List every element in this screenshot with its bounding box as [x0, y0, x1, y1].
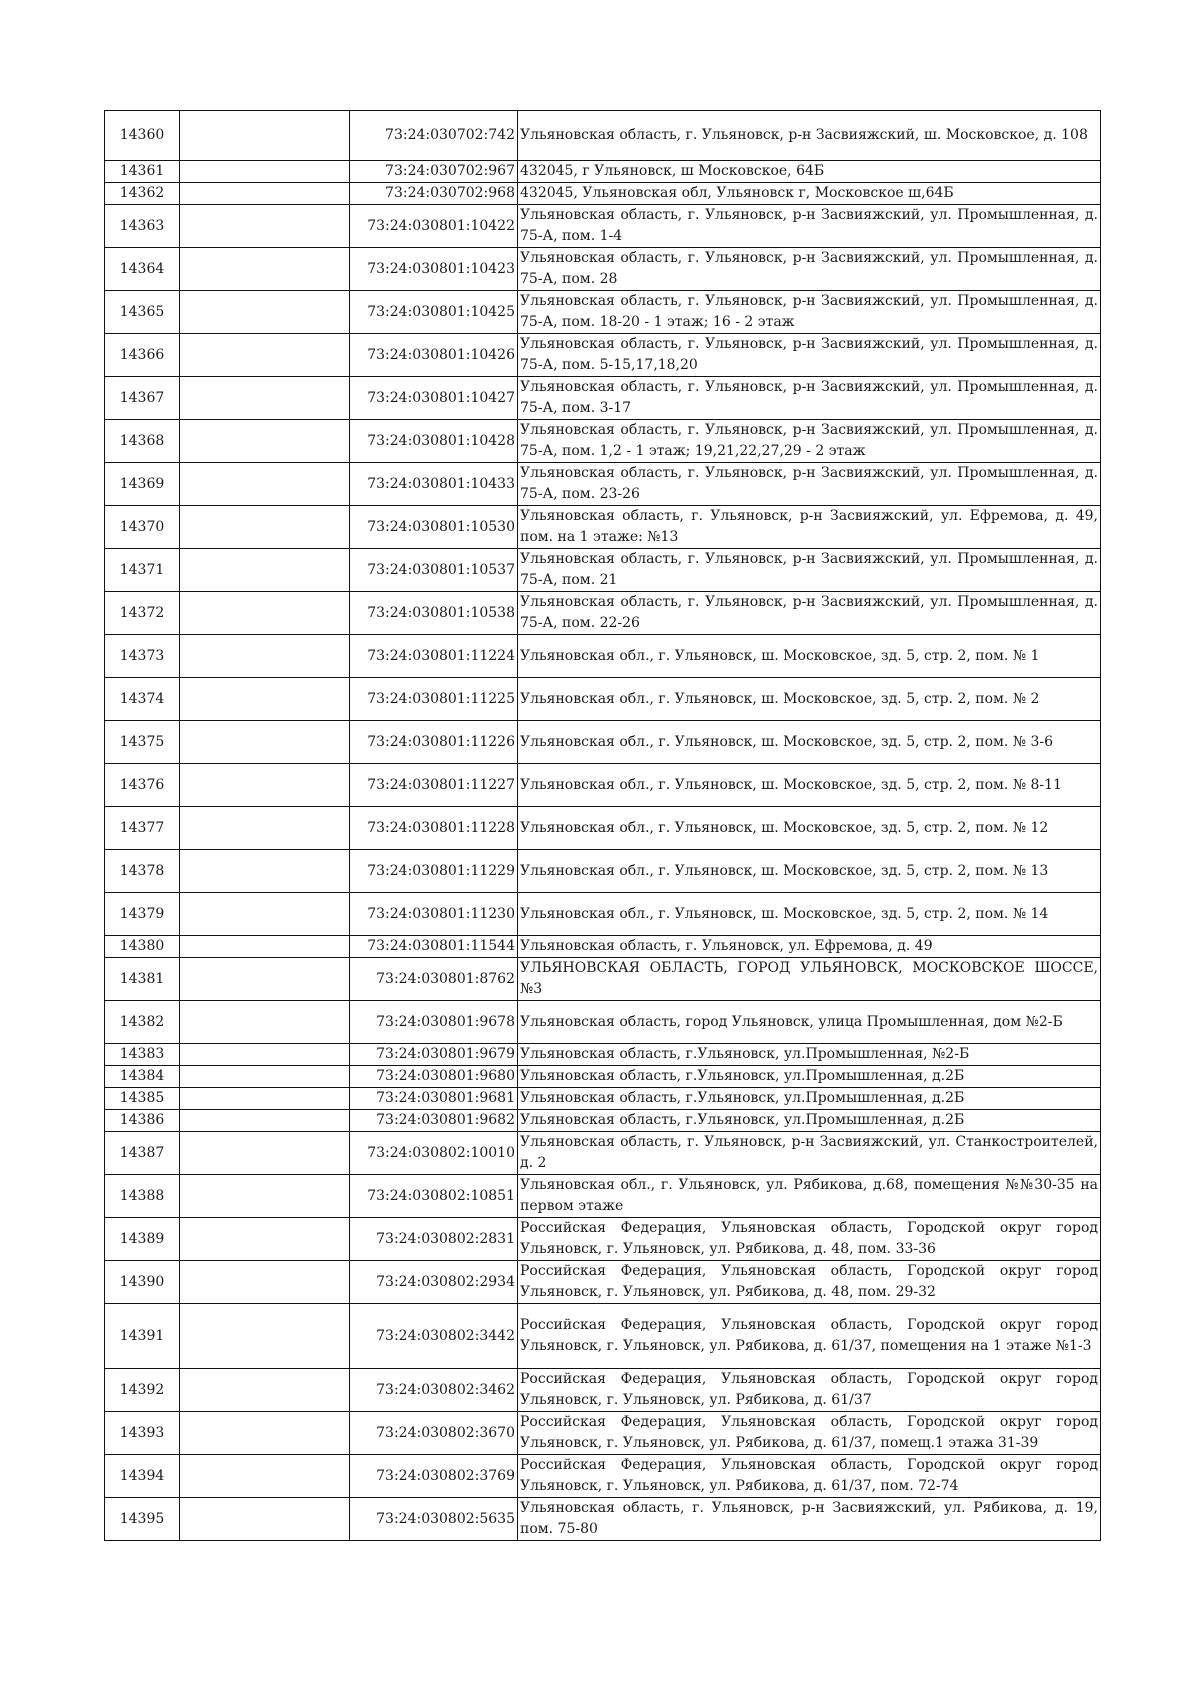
address-cell: Ульяновская область, г.Ульяновск, ул.Промышленная, д.2Б: [518, 1110, 1101, 1132]
row-number-cell: 14381: [105, 958, 180, 1001]
address-cell: Ульяновская обл., г. Ульяновск, ш. Московское, зд. 5, стр. 2, пом. № 13: [518, 850, 1101, 893]
cadastral-number-cell: 73:24:030702:742: [350, 111, 518, 161]
table-row: [105, 958, 1101, 1001]
cadastral-number-cell: 73:24:030801:10538: [350, 592, 518, 635]
cadastral-number-cell: 73:24:030801:9678: [350, 1001, 518, 1044]
row-number-cell: 14384: [105, 1066, 180, 1088]
table-row: [105, 506, 1101, 549]
row-number-cell: 14367: [105, 377, 180, 420]
address-cell: Российская Федерация, Ульяновская область, Городской округ город Ульяновск, г. Ульяновск, ул. Рябикова, д. 48, пом. 33-36: [518, 1218, 1101, 1261]
address-cell: Ульяновская обл., г. Ульяновск, ул. Рябикова, д.68, помещения №№30-35 на первом этаже: [518, 1175, 1101, 1218]
row-number-cell: 14391: [105, 1304, 180, 1369]
cadastral-number-cell: 73:24:030802:5635: [350, 1498, 518, 1541]
empty-cell: [180, 291, 350, 334]
address-cell: Ульяновская область, г. Ульяновск, р-н Засвияжский, ул. Промышленная, д. 75-А, пом. 28: [518, 248, 1101, 291]
address-cell: Ульяновская обл., г. Ульяновск, ш. Московское, зд. 5, стр. 2, пом. № 14: [518, 893, 1101, 936]
address-cell: Ульяновская область, г.Ульяновск, ул.Промышленная, д.2Б: [518, 1088, 1101, 1110]
cadastral-number-cell: 73:24:030801:10427: [350, 377, 518, 420]
cadastral-number-cell: 73:24:030801:11226: [350, 721, 518, 764]
row-number-cell: 14363: [105, 205, 180, 248]
table-row: [105, 1110, 1101, 1132]
table-row: [105, 893, 1101, 936]
address-cell: Ульяновская область, город Ульяновск, улица Промышленная, дом №2-Б: [518, 1001, 1101, 1044]
table-row: [105, 161, 1101, 183]
cadastral-number-cell: 73:24:030801:11227: [350, 764, 518, 807]
empty-cell: [180, 1412, 350, 1455]
empty-cell: [180, 111, 350, 161]
row-number-cell: 14374: [105, 678, 180, 721]
row-number-cell: 14378: [105, 850, 180, 893]
table-row: [105, 1066, 1101, 1088]
row-number-cell: 14392: [105, 1369, 180, 1412]
table-row: [105, 850, 1101, 893]
address-cell: Ульяновская область, г. Ульяновск, р-н Засвияжский, ул. Промышленная, д. 75-А, пом. 23-26: [518, 463, 1101, 506]
row-number-cell: 14375: [105, 721, 180, 764]
table-row: [105, 549, 1101, 592]
empty-cell: [180, 183, 350, 205]
table-row: [105, 334, 1101, 377]
empty-cell: [180, 506, 350, 549]
empty-cell: [180, 248, 350, 291]
row-number-cell: 14383: [105, 1044, 180, 1066]
empty-cell: [180, 635, 350, 678]
table-row: [105, 1175, 1101, 1218]
table-row: [105, 1132, 1101, 1175]
empty-cell: [180, 1066, 350, 1088]
address-cell: Ульяновская область, г.Ульяновск, ул.Промышленная, д.2Б: [518, 1066, 1101, 1088]
table-row: [105, 1455, 1101, 1498]
empty-cell: [180, 1044, 350, 1066]
table-row: [105, 420, 1101, 463]
address-cell: Ульяновская область, г. Ульяновск, р-н Засвияжский, ул. Ефремова, д. 49, пом. на 1 этаже: №13: [518, 506, 1101, 549]
row-number-cell: 14370: [105, 506, 180, 549]
row-number-cell: 14368: [105, 420, 180, 463]
address-cell: Российская Федерация, Ульяновская область, Городской округ город Ульяновск, г. Ульяновск, ул. Рябикова, д. 61/37, помещ.1 этажа 31-39: [518, 1412, 1101, 1455]
empty-cell: [180, 1001, 350, 1044]
empty-cell: [180, 592, 350, 635]
empty-cell: [180, 1498, 350, 1541]
row-number-cell: 14382: [105, 1001, 180, 1044]
empty-cell: [180, 1369, 350, 1412]
cadastral-number-cell: 73:24:030801:10530: [350, 506, 518, 549]
empty-cell: [180, 420, 350, 463]
row-number-cell: 14380: [105, 936, 180, 958]
table-row: [105, 1412, 1101, 1455]
address-cell: 432045, Ульяновская обл, Ульяновск г, Московское ш,64Б: [518, 183, 1101, 205]
table-row: [105, 1218, 1101, 1261]
address-cell: Ульяновская область, г. Ульяновск, р-н Засвияжский, ул. Промышленная, д. 75-А, пом. 22-26: [518, 592, 1101, 635]
row-number-cell: 14388: [105, 1175, 180, 1218]
cadastral-number-cell: 73:24:030801:11230: [350, 893, 518, 936]
cadastral-number-cell: 73:24:030802:2831: [350, 1218, 518, 1261]
cadastral-number-cell: 73:24:030801:10537: [350, 549, 518, 592]
cadastral-number-cell: 73:24:030802:3462: [350, 1369, 518, 1412]
address-cell: Ульяновская область, г.Ульяновск, ул.Промышленная, №2-Б: [518, 1044, 1101, 1066]
empty-cell: [180, 958, 350, 1001]
cadastral-number-cell: 73:24:030801:11224: [350, 635, 518, 678]
empty-cell: [180, 764, 350, 807]
empty-cell: [180, 936, 350, 958]
empty-cell: [180, 893, 350, 936]
empty-cell: [180, 334, 350, 377]
address-cell: Российская Федерация, Ульяновская область, Городской округ город Ульяновск, г. Ульяновск, ул. Рябикова, д. 61/37, пом. 72-74: [518, 1455, 1101, 1498]
empty-cell: [180, 721, 350, 764]
cadastral-number-cell: 73:24:030801:9680: [350, 1066, 518, 1088]
cadastral-number-cell: 73:24:030801:8762: [350, 958, 518, 1001]
cadastral-number-cell: 73:24:030802:3769: [350, 1455, 518, 1498]
empty-cell: [180, 1261, 350, 1304]
table-row: [105, 1304, 1101, 1369]
table-row: [105, 463, 1101, 506]
cadastral-number-cell: 73:24:030802:2934: [350, 1261, 518, 1304]
empty-cell: [180, 549, 350, 592]
row-number-cell: 14393: [105, 1412, 180, 1455]
empty-cell: [180, 1110, 350, 1132]
address-cell: Ульяновская обл., г. Ульяновск, ш. Московское, зд. 5, стр. 2, пом. № 2: [518, 678, 1101, 721]
row-number-cell: 14369: [105, 463, 180, 506]
cadastral-number-cell: 73:24:030801:11225: [350, 678, 518, 721]
table-row: [105, 592, 1101, 635]
empty-cell: [180, 205, 350, 248]
table-row: [105, 1088, 1101, 1110]
empty-cell: [180, 850, 350, 893]
table-row: [105, 721, 1101, 764]
row-number-cell: 14365: [105, 291, 180, 334]
cadastral-number-cell: 73:24:030801:11544: [350, 936, 518, 958]
table-row: [105, 248, 1101, 291]
table-row: [105, 377, 1101, 420]
cadastral-number-cell: 73:24:030801:10426: [350, 334, 518, 377]
table-row: [105, 1001, 1101, 1044]
empty-cell: [180, 463, 350, 506]
row-number-cell: 14377: [105, 807, 180, 850]
registry-table-body: [105, 111, 1101, 1541]
cadastral-number-cell: 73:24:030802:3442: [350, 1304, 518, 1369]
row-number-cell: 14366: [105, 334, 180, 377]
cadastral-number-cell: 73:24:030802:10851: [350, 1175, 518, 1218]
address-cell: Ульяновская область, г. Ульяновск, р-н Засвияжский, ул. Промышленная, д. 75-А, пом. 3-17: [518, 377, 1101, 420]
property-registry-table: [104, 110, 1101, 1541]
row-number-cell: 14364: [105, 248, 180, 291]
address-cell: Ульяновская обл., г. Ульяновск, ш. Московское, зд. 5, стр. 2, пом. № 8-11: [518, 764, 1101, 807]
table-row: [105, 1369, 1101, 1412]
table-row: [105, 291, 1101, 334]
table-row: [105, 807, 1101, 850]
row-number-cell: 14389: [105, 1218, 180, 1261]
table-row: [105, 1498, 1101, 1541]
address-cell: Российская Федерация, Ульяновская область, Городской округ город Ульяновск, г. Ульяновск, ул. Рябикова, д. 61/37, помещения на 1 этаже №1-3: [518, 1304, 1101, 1369]
cadastral-number-cell: 73:24:030801:10422: [350, 205, 518, 248]
cadastral-number-cell: 73:24:030801:10423: [350, 248, 518, 291]
address-cell: Ульяновская область, г. Ульяновск, р-н Засвияжский, ул. Промышленная, д. 75-А, пом. 1,2 - 1 этаж; 19,21,22,27,29 - 2 этаж: [518, 420, 1101, 463]
row-number-cell: 14387: [105, 1132, 180, 1175]
table-row: [105, 1044, 1101, 1066]
address-cell: Ульяновская область, г. Ульяновск, р-н Засвияжский, ул. Рябикова, д. 19, пом. 75-80: [518, 1498, 1101, 1541]
cadastral-number-cell: 73:24:030801:10433: [350, 463, 518, 506]
address-cell: Российская Федерация, Ульяновская область, Городской округ город Ульяновск, г. Ульяновск, ул. Рябикова, д. 48, пом. 29-32: [518, 1261, 1101, 1304]
cadastral-number-cell: 73:24:030802:10010: [350, 1132, 518, 1175]
row-number-cell: 14379: [105, 893, 180, 936]
cadastral-number-cell: 73:24:030801:9679: [350, 1044, 518, 1066]
table-row: [105, 936, 1101, 958]
table-row: [105, 205, 1101, 248]
address-cell: Ульяновская область, г. Ульяновск, р-н Засвияжский, ш. Московское, д. 108: [518, 111, 1101, 161]
address-cell: УЛЬЯНОВСКАЯ ОБЛАСТЬ, ГОРОД УЛЬЯНОВСК, МОСКОВСКОЕ ШОССЕ, №3: [518, 958, 1101, 1001]
row-number-cell: 14372: [105, 592, 180, 635]
cadastral-number-cell: 73:24:030801:9682: [350, 1110, 518, 1132]
cadastral-number-cell: 73:24:030802:3670: [350, 1412, 518, 1455]
address-cell: Ульяновская область, г. Ульяновск, р-н Засвияжский, ул. Промышленная, д. 75-А, пом. 18-20 - 1 этаж; 16 - 2 этаж: [518, 291, 1101, 334]
row-number-cell: 14373: [105, 635, 180, 678]
cadastral-number-cell: 73:24:030801:11229: [350, 850, 518, 893]
cadastral-number-cell: 73:24:030702:967: [350, 161, 518, 183]
address-cell: Ульяновская обл., г. Ульяновск, ш. Московское, зд. 5, стр. 2, пом. № 3-6: [518, 721, 1101, 764]
empty-cell: [180, 1455, 350, 1498]
empty-cell: [180, 807, 350, 850]
empty-cell: [180, 377, 350, 420]
row-number-cell: 14395: [105, 1498, 180, 1541]
empty-cell: [180, 1175, 350, 1218]
row-number-cell: 14386: [105, 1110, 180, 1132]
row-number-cell: 14390: [105, 1261, 180, 1304]
table-row: [105, 1261, 1101, 1304]
cadastral-number-cell: 73:24:030702:968: [350, 183, 518, 205]
empty-cell: [180, 1088, 350, 1110]
empty-cell: [180, 1218, 350, 1261]
address-cell: Ульяновская область, г. Ульяновск, р-н Засвияжский, ул. Промышленная, д. 75-А, пом. 21: [518, 549, 1101, 592]
row-number-cell: 14376: [105, 764, 180, 807]
row-number-cell: 14362: [105, 183, 180, 205]
address-cell: Ульяновская обл., г. Ульяновск, ш. Московское, зд. 5, стр. 2, пом. № 1: [518, 635, 1101, 678]
address-cell: Российская Федерация, Ульяновская область, Городской округ город Ульяновск, г. Ульяновск, ул. Рябикова, д. 61/37: [518, 1369, 1101, 1412]
cadastral-number-cell: 73:24:030801:9681: [350, 1088, 518, 1110]
address-cell: Ульяновская область, г. Ульяновск, ул. Ефремова, д. 49: [518, 936, 1101, 958]
table-row: [105, 635, 1101, 678]
row-number-cell: 14371: [105, 549, 180, 592]
empty-cell: [180, 1304, 350, 1369]
row-number-cell: 14394: [105, 1455, 180, 1498]
table-row: [105, 678, 1101, 721]
table-row: [105, 764, 1101, 807]
row-number-cell: 14385: [105, 1088, 180, 1110]
row-number-cell: 14361: [105, 161, 180, 183]
address-cell: Ульяновская обл., г. Ульяновск, ш. Московское, зд. 5, стр. 2, пом. № 12: [518, 807, 1101, 850]
address-cell: Ульяновская область, г. Ульяновск, р-н Засвияжский, ул. Промышленная, д. 75-А, пом. 5-15,17,18,20: [518, 334, 1101, 377]
table-row: [105, 183, 1101, 205]
row-number-cell: 14360: [105, 111, 180, 161]
address-cell: 432045, г Ульяновск, ш Московское, 64Б: [518, 161, 1101, 183]
empty-cell: [180, 678, 350, 721]
empty-cell: [180, 1132, 350, 1175]
document-page: [104, 110, 1100, 1541]
empty-cell: [180, 161, 350, 183]
cadastral-number-cell: 73:24:030801:11228: [350, 807, 518, 850]
address-cell: Ульяновская область, г. Ульяновск, р-н Засвияжский, ул. Промышленная, д. 75-А, пом. 1-4: [518, 205, 1101, 248]
cadastral-number-cell: 73:24:030801:10425: [350, 291, 518, 334]
table-row: [105, 111, 1101, 161]
address-cell: Ульяновская область, г. Ульяновск, р-н Засвияжский, ул. Станкостроителей, д. 2: [518, 1132, 1101, 1175]
cadastral-number-cell: 73:24:030801:10428: [350, 420, 518, 463]
